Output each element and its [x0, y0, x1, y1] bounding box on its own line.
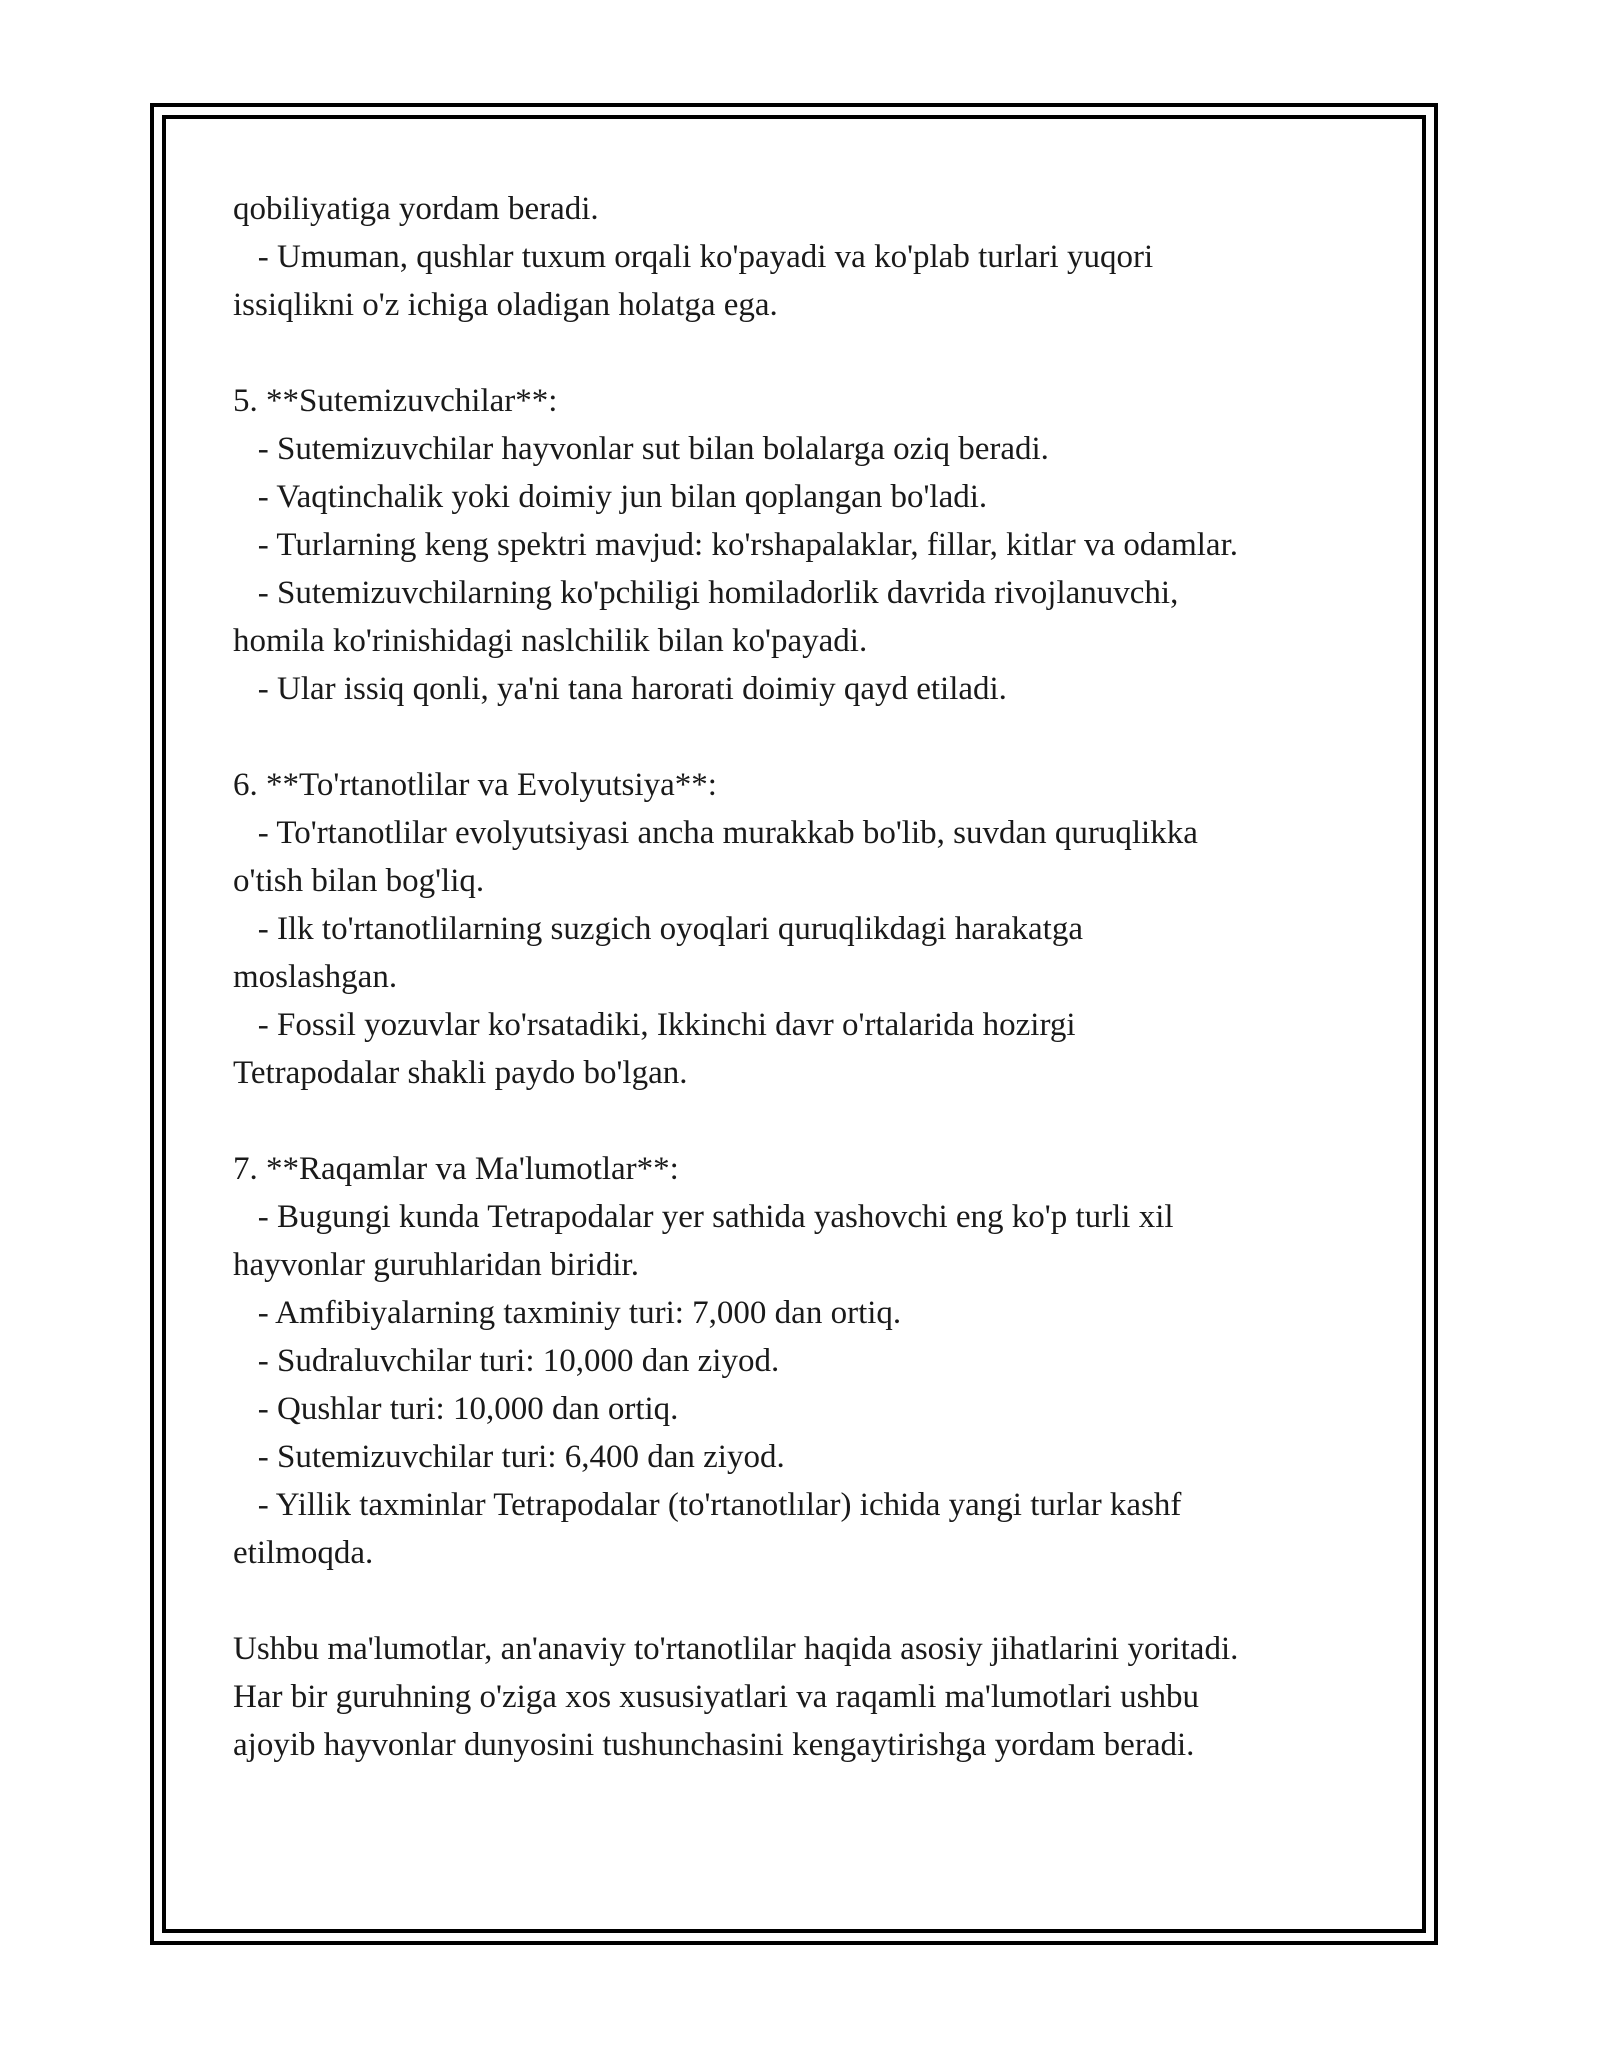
text-line: issiqlikni o'z ichiga oladigan holatga ega. [233, 287, 778, 323]
text-line: - Yillik taxminlar Tetrapodalar (to'rtanotlılar) ichida yangi turlar kashf [233, 1487, 1182, 1523]
text-line: - Vaqtinchalik yoki doimiy jun bilan qoplangan bo'ladi. [233, 479, 988, 515]
document-body [233, 185, 1373, 1769]
paragraph-gap [233, 713, 1373, 761]
text-line: ajoyib hayvonlar dunyosini tushunchasini kengaytirishga yordam beradi. [233, 1727, 1195, 1763]
text-line: Tetrapodalar shakli paydo bo'lgan. [233, 1055, 688, 1091]
section-heading: 6. **To'rtanotlilar va Evolyutsiya**: [233, 767, 717, 803]
text-line: Ushbu ma'lumotlar, an'anaviy to'rtanotlilar haqida asosiy jihatlarini yoritadi. [233, 1631, 1239, 1667]
text-line: - Turlarning keng spektri mavjud: ko'rshapalaklar, fillar, kitlar va odamlar. [233, 527, 1238, 563]
text-line: - Qushlar turi: 10,000 dan ortiq. [233, 1391, 679, 1427]
text-line: - Umuman, qushlar tuxum orqali ko'payadi va ko'plab turlari yuqori [233, 239, 1154, 275]
text-line: Har bir guruhning o'ziga xos xususiyatlari va raqamli ma'lumotlari ushbu [233, 1679, 1199, 1715]
text-line: - Ilk to'rtanotlilarning suzgich oyoqlari quruqlikdagi harakatga [233, 911, 1083, 947]
text-line: - Amfibiyalarning taxminiy turi: 7,000 dan ortiq. [233, 1295, 902, 1331]
text-line: - Sutemizuvchilarning ko'pchiligi homiladorlik davrida rivojlanuvchi, [233, 575, 1179, 611]
text-line: o'tish bilan bog'liq. [233, 863, 485, 899]
paragraph-gap [233, 1577, 1373, 1625]
text-line: - Fossil yozuvlar ko'rsatadiki, Ikkinchi davr o'rtalarida hozirgi [233, 1007, 1076, 1043]
paragraph-gap [233, 329, 1373, 377]
text-line: etilmoqda. [233, 1535, 374, 1571]
text-line: moslashgan. [233, 959, 398, 995]
paragraph-gap [233, 1097, 1373, 1145]
text-line: hayvonlar guruhlaridan biridir. [233, 1247, 639, 1283]
section-heading: 5. **Sutemizuvchilar**: [233, 383, 558, 419]
text-line: - Bugungi kunda Tetrapodalar yer sathida yashovchi eng ko'p turli xil [233, 1199, 1174, 1235]
text-line: - Sudraluvchilar turi: 10,000 dan ziyod. [233, 1343, 780, 1379]
text-line: - Ular issiq qonli, ya'ni tana harorati doimiy qayd etiladi. [233, 671, 1007, 707]
section-heading: 7. **Raqamlar va Ma'lumotlar**: [233, 1151, 679, 1187]
text-line: homila ko'rinishidagi naslchilik bilan ko'payadi. [233, 623, 868, 659]
text-line: qobiliyatiga yordam beradi. [233, 191, 599, 227]
text-line: - Sutemizuvchilar turi: 6,400 dan ziyod. [233, 1439, 785, 1475]
text-line: - Sutemizuvchilar hayvonlar sut bilan bolalarga oziq beradi. [233, 431, 1049, 467]
text-line: - To'rtanotlilar evolyutsiyasi ancha murakkab bo'lib, suvdan quruqlikka [233, 815, 1198, 851]
